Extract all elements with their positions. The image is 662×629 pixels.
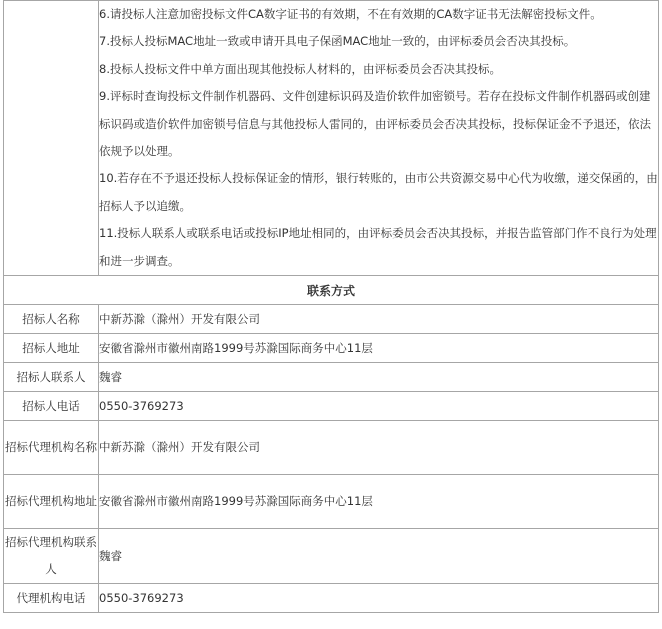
agency-contact-value: 魏睿 — [99, 529, 659, 584]
tenderer-name-label: 招标人名称 — [4, 305, 99, 334]
bid-notice-table — [3, 0, 659, 613]
table-row — [4, 305, 659, 334]
notes-row — [4, 1, 659, 276]
note-item-10: 10.若存在不予退还投标人投标保证金的情形，银行转账的，由市公共资源交易中心代为收缴，递交保函的，由招标人予以追缴。 — [99, 171, 658, 213]
tenderer-address-label: 招标人地址 — [4, 334, 99, 363]
table-row — [4, 475, 659, 529]
agency-name-label: 招标代理机构名称 — [4, 421, 99, 475]
note-item-11: 11.投标人联系人或联系电话或投标IP地址相同的，由评标委员会否决其投标，并报告监管部门作不良行为处理和进一步调查。 — [99, 226, 657, 268]
agency-contact-label: 招标代理机构联系人 — [4, 529, 99, 584]
notes-cell — [99, 1, 659, 276]
agency-name-value: 中新苏滁（滁州）开发有限公司 — [99, 421, 659, 475]
table-row — [4, 421, 659, 475]
note-item-9: 9.评标时查询投标文件制作机器码、文件创建标识码及造价软件加密锁号。若存在投标文件制作机器码或创建标识码或造价软件加密锁号信息与其他投标人雷同的，由评标委员会否决其投标，投标保证金不予退还，依法依规予以处理。 — [99, 89, 651, 159]
tenderer-phone-label: 招标人电话 — [4, 392, 99, 421]
contact-section-title: 联系方式 — [4, 276, 659, 305]
agency-address-label: 招标代理机构地址 — [4, 475, 99, 529]
table-row — [4, 392, 659, 421]
note-item-8: 8.投标人投标文件中单方面出现其他投标人材料的，由评标委员会否决其投标。 — [99, 61, 501, 76]
tenderer-name-value: 中新苏滁（滁州）开发有限公司 — [99, 305, 659, 334]
tenderer-phone-value: 0550-3769273 — [99, 392, 659, 421]
table-row — [4, 529, 659, 584]
tenderer-contact-label: 招标人联系人 — [4, 363, 99, 392]
agency-phone-value: 0550-3769273 — [99, 584, 659, 613]
note-item-6: 6.请投标人注意加密投标文件CA数字证书的有效期，不在有效期的CA数字证书无法解密投标文件。 — [99, 7, 602, 21]
agency-address-value: 安徽省滁州市徽州南路1999号苏滁国际商务中心11层 — [99, 475, 659, 529]
tenderer-address-value: 安徽省滁州市徽州南路1999号苏滁国际商务中心11层 — [99, 334, 659, 363]
contact-section-row — [4, 276, 659, 305]
agency-phone-label: 代理机构电话 — [4, 584, 99, 613]
table-row — [4, 363, 659, 392]
tenderer-contact-value: 魏睿 — [99, 363, 659, 392]
table-row — [4, 334, 659, 363]
table-row — [4, 584, 659, 613]
notes-blank-cell — [4, 1, 99, 276]
note-item-7: 7.投标人投标MAC地址一致或申请开具电子保函MAC地址一致的，由评标委员会否决其投标。 — [99, 34, 576, 49]
